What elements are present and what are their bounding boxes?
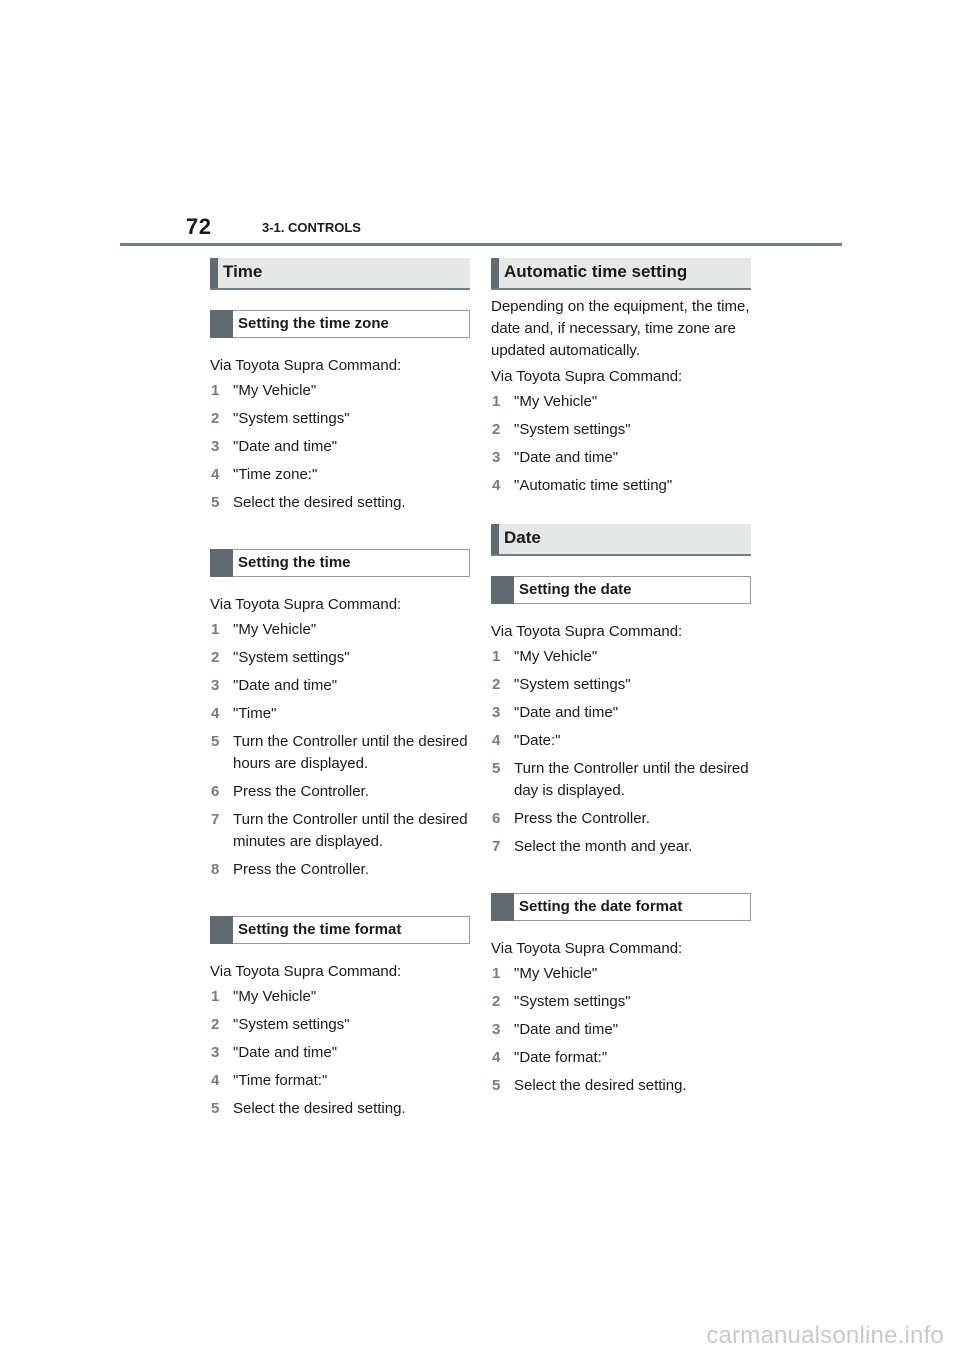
step-number: 2 xyxy=(211,1016,220,1033)
list-item: 5 Select the desired setting. xyxy=(210,1098,470,1120)
step-number: 3 xyxy=(492,449,501,466)
step-number: 1 xyxy=(211,621,220,638)
step-number: 4 xyxy=(211,1072,220,1089)
steps-time-zone xyxy=(210,380,470,514)
step-number: 4 xyxy=(492,477,501,494)
body-paragraph: Depending on the equipment, the time, date and, if necessary, time zone are updated automatically. xyxy=(491,298,750,359)
step-number: 3 xyxy=(492,704,501,721)
list-item: 1 "My Vehicle" xyxy=(210,986,470,1008)
step-number: 1 xyxy=(211,988,220,1005)
step-number: 2 xyxy=(492,676,501,693)
step-number: 2 xyxy=(211,649,220,666)
list-item: 4 "Time zone:" xyxy=(210,464,470,486)
step-number: 1 xyxy=(211,382,220,399)
list-item: 5 Select the desired setting. xyxy=(491,1075,751,1097)
list-item: 6 Press the Controller. xyxy=(210,781,470,803)
step-number: 5 xyxy=(492,760,501,777)
list-item: 2 "System settings" xyxy=(491,674,751,696)
steps-date-format xyxy=(491,963,751,1097)
intro-text: Via Toyota Supra Command: xyxy=(491,623,683,640)
list-item: 1 "My Vehicle" xyxy=(491,646,751,668)
step-number: 5 xyxy=(211,733,220,750)
list-item: 3 "Date and time" xyxy=(210,1042,470,1064)
list-item: 5 Turn the Controller until the desired hours are displayed. xyxy=(211,733,468,772)
steps-automatic xyxy=(491,391,751,497)
list-item: 4 "Time" xyxy=(210,703,470,725)
list-item: 1 "My Vehicle" xyxy=(210,619,470,641)
list-item: 5 Turn the Controller until the desired day is displayed. xyxy=(492,760,749,799)
list-item: 4 "Automatic time setting" xyxy=(491,475,751,497)
step-number: 7 xyxy=(211,811,220,828)
intro-text: Via Toyota Supra Command: xyxy=(491,368,683,385)
step-number: 2 xyxy=(492,421,501,438)
step-number: 4 xyxy=(211,705,220,722)
list-item: 8 Press the Controller. xyxy=(210,859,470,881)
list-item: 4 "Date:" xyxy=(491,730,751,752)
intro-text: Via Toyota Supra Command: xyxy=(491,940,683,957)
section-heading-time: Time xyxy=(210,258,470,290)
list-item: 6 Press the Controller. xyxy=(491,808,751,830)
list-item: 7 Select the month and year. xyxy=(491,836,751,858)
step-number: 3 xyxy=(492,1021,501,1038)
list-item: 3 "Date and time" xyxy=(491,1019,751,1041)
list-item: 1 "My Vehicle" xyxy=(491,391,751,413)
step-number: 5 xyxy=(211,1100,220,1117)
list-item: 3 "Date and time" xyxy=(210,675,470,697)
list-item: 4 "Date format:" xyxy=(491,1047,751,1069)
step-number: 3 xyxy=(211,1044,220,1061)
list-item: 3 "Date and time" xyxy=(491,702,751,724)
list-item: 7 Turn the Controller until the desired minutes are displayed. xyxy=(211,811,468,850)
section-heading-automatic-time-setting: Automatic time setting xyxy=(491,258,751,290)
step-number: 7 xyxy=(492,838,501,855)
section-heading-date: Date xyxy=(491,524,751,556)
step-number: 3 xyxy=(211,677,220,694)
step-number: 8 xyxy=(211,861,220,878)
intro-text: Via Toyota Supra Command: xyxy=(210,596,402,613)
step-number: 4 xyxy=(492,1049,501,1066)
list-item: 1 "My Vehicle" xyxy=(210,380,470,402)
list-item: 3 "Date and time" xyxy=(210,436,470,458)
list-item: 1 "My Vehicle" xyxy=(491,963,751,985)
chapter-title: 3-1. CONTROLS xyxy=(262,220,361,235)
intro-text: Via Toyota Supra Command: xyxy=(210,357,402,374)
subheading-time-format: Setting the time format xyxy=(210,916,470,944)
step-number: 1 xyxy=(492,965,501,982)
list-item: 4 "Time format:" xyxy=(210,1070,470,1092)
header-rule xyxy=(120,243,842,246)
list-item: 3 "Date and time" xyxy=(491,447,751,469)
subheading-date: Setting the date xyxy=(491,576,751,604)
step-number: 2 xyxy=(211,410,220,427)
right-column xyxy=(491,258,751,1103)
step-number: 1 xyxy=(492,648,501,665)
step-number: 2 xyxy=(492,993,501,1010)
steps-time xyxy=(210,619,470,881)
step-number: 5 xyxy=(211,494,220,511)
intro-text: Via Toyota Supra Command: xyxy=(210,963,402,980)
step-number: 6 xyxy=(492,810,501,827)
step-number: 1 xyxy=(492,393,501,410)
step-number: 3 xyxy=(211,438,220,455)
list-item: 2 "System settings" xyxy=(210,1014,470,1036)
page-number: 72 xyxy=(186,214,212,239)
subheading-time: Setting the time xyxy=(210,549,470,577)
step-number: 6 xyxy=(211,783,220,800)
step-number: 5 xyxy=(492,1077,501,1094)
steps-date xyxy=(491,646,751,858)
list-item: 2 "System settings" xyxy=(491,991,751,1013)
list-item: 2 "System settings" xyxy=(491,419,751,441)
step-number: 4 xyxy=(211,466,220,483)
step-number: 4 xyxy=(492,732,501,749)
left-column xyxy=(210,258,470,1126)
subheading-date-format: Setting the date format xyxy=(491,893,751,921)
list-item: 2 "System settings" xyxy=(210,408,470,430)
list-item: 2 "System settings" xyxy=(210,647,470,669)
watermark: carmanualsonline.info xyxy=(706,1322,944,1349)
subheading-time-zone: Setting the time zone xyxy=(210,310,470,338)
steps-time-format xyxy=(210,986,470,1120)
list-item: 5 Select the desired setting. xyxy=(210,492,470,514)
